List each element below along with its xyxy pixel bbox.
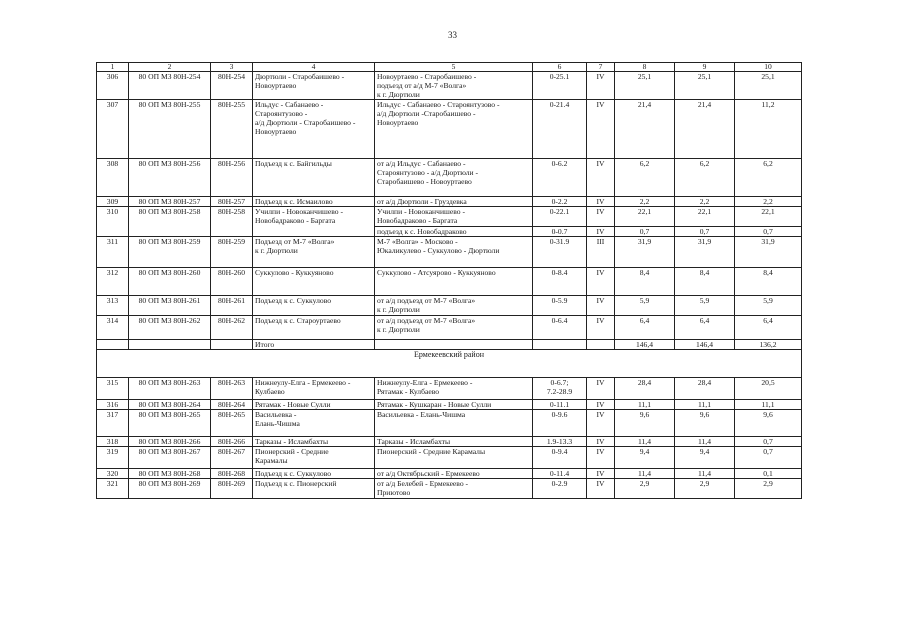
length-cell: 8,4: [615, 268, 675, 296]
table-row: [97, 316, 802, 340]
road-code-cell: 80 ОП МЗ 80Н-261: [129, 296, 211, 316]
length-cell: 11,1: [615, 400, 675, 410]
road-code-cell: 80 ОП МЗ 80Н-266: [129, 437, 211, 447]
category-cell: IV: [587, 469, 615, 479]
empty-cell: [587, 340, 615, 350]
km-range-cell: 0-9.4: [533, 447, 587, 469]
length-cell: 2,9: [735, 479, 802, 499]
category-cell: IV: [587, 378, 615, 400]
km-range-cell: 0-21.4: [533, 100, 587, 159]
length-cell: 0,1: [735, 469, 802, 479]
road-name-cell: Подъезд к с. Суккулово: [253, 296, 375, 316]
road-short-code-cell: 80Н-263: [211, 378, 253, 400]
category-cell: IV: [587, 72, 615, 100]
length-cell: 0,7: [735, 447, 802, 469]
header-cell: 1: [97, 63, 129, 72]
road-route-cell: от а/д подъезд от М-7 «Волга» к г. Дюртюли: [375, 296, 533, 316]
header-row: [97, 63, 802, 72]
road-code-cell: 80 ОП МЗ 80Н-262: [129, 316, 211, 340]
category-cell: IV: [587, 296, 615, 316]
km-range-cell: 0-0.7: [533, 227, 587, 237]
km-range-cell: 0-2.9: [533, 479, 587, 499]
length-cell: 25,1: [735, 72, 802, 100]
road-code-cell: 80 ОП МЗ 80Н-254: [129, 72, 211, 100]
length-cell: 25,1: [615, 72, 675, 100]
total-value-cell: 136,2: [735, 340, 802, 350]
empty-cell: [97, 340, 129, 350]
km-range-cell: 0-6.2: [533, 159, 587, 197]
road-route-cell: подъезд к с. Новобадраково: [375, 227, 533, 237]
road-code-cell: 80 ОП МЗ 80Н-269: [129, 479, 211, 499]
length-cell: 11,4: [615, 469, 675, 479]
row-number-cell: 317: [97, 410, 129, 437]
km-range-cell: 0-6.4: [533, 316, 587, 340]
table-row: [97, 410, 802, 437]
category-cell: III: [587, 237, 615, 268]
row-number-cell: 311: [97, 237, 129, 268]
length-cell: 8,4: [675, 268, 735, 296]
length-cell: 6,4: [735, 316, 802, 340]
header-cell: 6: [533, 63, 587, 72]
length-cell: 11,2: [735, 100, 802, 159]
road-short-code-cell: 80Н-266: [211, 437, 253, 447]
header-cell: 7: [587, 63, 615, 72]
km-range-cell: 0-11.4: [533, 469, 587, 479]
road-short-code-cell: 80Н-268: [211, 469, 253, 479]
length-cell: 28,4: [615, 378, 675, 400]
table-row: [97, 197, 802, 207]
length-cell: 2,2: [735, 197, 802, 207]
length-cell: 9,4: [615, 447, 675, 469]
road-route-cell: от а/д Октябрьский - Ермекеево: [375, 469, 533, 479]
length-cell: 0,7: [675, 227, 735, 237]
road-short-code-cell: 80Н-257: [211, 197, 253, 207]
road-name-cell: Рятамак - Новые Сулли: [253, 400, 375, 410]
length-cell: 2,2: [615, 197, 675, 207]
category-cell: IV: [587, 227, 615, 237]
category-cell: IV: [587, 207, 615, 227]
empty-cell: [533, 340, 587, 350]
row-number-cell: 309: [97, 197, 129, 207]
district-heading: Ермекеевский район: [97, 350, 802, 378]
district-row: [97, 350, 802, 378]
road-code-cell: 80 ОП МЗ 80Н-264: [129, 400, 211, 410]
length-cell: 31,9: [675, 237, 735, 268]
road-short-code-cell: 80Н-265: [211, 410, 253, 437]
length-cell: 6,2: [735, 159, 802, 197]
category-cell: IV: [587, 447, 615, 469]
road-route-cell: Новоуртаево - Старобаишево - подъезд от а/д М-7 «Волга» к г. Дюртюли: [375, 72, 533, 100]
length-cell: 28,4: [675, 378, 735, 400]
road-route-cell: Ильдус - Сабанаево - Староянтузово - а/д Дюртюли -Старобаишево - Новоуртаево: [375, 100, 533, 159]
road-short-code-cell: 80Н-261: [211, 296, 253, 316]
table-row: [97, 237, 802, 268]
road-name-cell: Васильевка - Елань-Чишма: [253, 410, 375, 437]
road-code-cell: 80 ОП МЗ 80Н-257: [129, 197, 211, 207]
km-range-cell: 0-25.1: [533, 72, 587, 100]
length-cell: 9,6: [615, 410, 675, 437]
length-cell: 2,9: [675, 479, 735, 499]
table-row: [97, 159, 802, 197]
row-number-cell: 313: [97, 296, 129, 316]
length-cell: 0,7: [735, 227, 802, 237]
category-cell: IV: [587, 268, 615, 296]
table-row: [97, 296, 802, 316]
road-short-code-cell: 80Н-259: [211, 237, 253, 268]
row-number-cell: 307: [97, 100, 129, 159]
total-row: [97, 340, 802, 350]
row-number-cell: 314: [97, 316, 129, 340]
length-cell: 2,9: [615, 479, 675, 499]
header-cell: 10: [735, 63, 802, 72]
road-name-cell: Суккулово - Куккуяново: [253, 268, 375, 296]
length-cell: 20,5: [735, 378, 802, 400]
length-cell: 6,2: [675, 159, 735, 197]
road-short-code-cell: 80Н-264: [211, 400, 253, 410]
table-body: [97, 63, 802, 499]
road-route-cell: от а/д Дюртюли - Груздевка: [375, 197, 533, 207]
length-cell: 31,9: [735, 237, 802, 268]
road-code-cell: 80 ОП МЗ 80Н-267: [129, 447, 211, 469]
row-number-cell: 312: [97, 268, 129, 296]
category-cell: IV: [587, 197, 615, 207]
row-number-cell: 316: [97, 400, 129, 410]
road-name-cell: Подъезд к с. Суккулово: [253, 469, 375, 479]
header-cell: 9: [675, 63, 735, 72]
road-code-cell: 80 ОП МЗ 80Н-255: [129, 100, 211, 159]
road-name-cell: Подъезд к с. Байгильды: [253, 159, 375, 197]
row-number-cell: 319: [97, 447, 129, 469]
road-name-cell: Пионерский - Средние Карамалы: [253, 447, 375, 469]
length-cell: 22,1: [675, 207, 735, 227]
length-cell: 9,6: [675, 410, 735, 437]
page-number: 33: [448, 30, 457, 40]
length-cell: 25,1: [675, 72, 735, 100]
road-name-cell: Тарказы - Исламбахты: [253, 437, 375, 447]
row-number-cell: 318: [97, 437, 129, 447]
road-route-cell: Рятамак - Кушкаран - Новые Сулли: [375, 400, 533, 410]
length-cell: 31,9: [615, 237, 675, 268]
table-row: [97, 100, 802, 159]
km-range-cell: 0-22.1: [533, 207, 587, 227]
road-short-code-cell: 80Н-255: [211, 100, 253, 159]
road-route-cell: Суккулово - Атсуярово - Куккуяново: [375, 268, 533, 296]
road-route-cell: Училпи - Новоканчишево - Новобадраково - Баргата: [375, 207, 533, 227]
km-range-cell: 0-2.2: [533, 197, 587, 207]
empty-cell: [129, 340, 211, 350]
table-row: [97, 479, 802, 499]
length-cell: 11,1: [675, 400, 735, 410]
length-cell: 0,7: [735, 437, 802, 447]
table-row: [97, 72, 802, 100]
road-route-cell: Нижнеулу-Елга - Ермекеево - Рятамак - Кулбаево: [375, 378, 533, 400]
road-short-code-cell: 80Н-256: [211, 159, 253, 197]
length-cell: 8,4: [735, 268, 802, 296]
road-name-cell: Подъезд к с. Пионерский: [253, 479, 375, 499]
road-route-cell: от а/д Ильдус - Сабанаево - Староянтузово - а/д Дюртюли - Старобаишево - Новоуртаево: [375, 159, 533, 197]
total-label-cell: Итого: [253, 340, 375, 350]
category-cell: IV: [587, 479, 615, 499]
road-short-code-cell: 80Н-267: [211, 447, 253, 469]
empty-cell: [375, 340, 533, 350]
row-number-cell: 321: [97, 479, 129, 499]
road-short-code-cell: 80Н-260: [211, 268, 253, 296]
row-number-cell: 308: [97, 159, 129, 197]
empty-cell: [211, 340, 253, 350]
length-cell: 6,2: [615, 159, 675, 197]
road-name-cell: Училпи - Новоканчишево - Новобадраково - Баргата: [253, 207, 375, 237]
road-route-cell: от а/д Белебей - Ермекеево - Приютово: [375, 479, 533, 499]
table-row: [97, 400, 802, 410]
row-number-cell: 306: [97, 72, 129, 100]
length-cell: 9,6: [735, 410, 802, 437]
road-code-cell: 80 ОП МЗ 80Н-258: [129, 207, 211, 237]
length-cell: 21,4: [675, 100, 735, 159]
road-name-cell: Подъезд от М-7 «Волга» к г. Дюртюли: [253, 237, 375, 268]
length-cell: 2,2: [675, 197, 735, 207]
header-cell: 3: [211, 63, 253, 72]
road-route-cell: М-7 «Волга» - Москово - Юкаликулево - Суккулово - Дюртюли: [375, 237, 533, 268]
table-row: [97, 378, 802, 400]
length-cell: 11,4: [615, 437, 675, 447]
length-cell: 5,9: [735, 296, 802, 316]
length-cell: 11,4: [675, 469, 735, 479]
road-short-code-cell: 80Н-262: [211, 316, 253, 340]
category-cell: IV: [587, 410, 615, 437]
road-name-cell: Ильдус - Сабанаево - Староянтузово - а/д Дюртюли - Старобаишево - Новоуртаево: [253, 100, 375, 159]
road-short-code-cell: 80Н-258: [211, 207, 253, 237]
road-short-code-cell: 80Н-269: [211, 479, 253, 499]
length-cell: 9,4: [675, 447, 735, 469]
km-range-cell: 0-8.4: [533, 268, 587, 296]
category-cell: IV: [587, 437, 615, 447]
length-cell: 11,4: [675, 437, 735, 447]
road-route-cell: Пионерский - Средние Карамалы: [375, 447, 533, 469]
header-cell: 4: [253, 63, 375, 72]
road-name-cell: Дюртюли - Старобаишево - Новоуртаево: [253, 72, 375, 100]
road-code-cell: 80 ОП МЗ 80Н-259: [129, 237, 211, 268]
road-name-cell: Подъезд к с. Исмаилово: [253, 197, 375, 207]
length-cell: 21,4: [615, 100, 675, 159]
road-code-cell: 80 ОП МЗ 80Н-265: [129, 410, 211, 437]
table-row: [97, 268, 802, 296]
total-value-cell: 146,4: [675, 340, 735, 350]
category-cell: IV: [587, 316, 615, 340]
length-cell: 11,1: [735, 400, 802, 410]
road-code-cell: 80 ОП МЗ 80Н-260: [129, 268, 211, 296]
length-cell: 22,1: [735, 207, 802, 227]
road-code-cell: 80 ОП МЗ 80Н-268: [129, 469, 211, 479]
length-cell: 0,7: [615, 227, 675, 237]
km-range-cell: 0-9.6: [533, 410, 587, 437]
road-route-cell: от а/д подъезд от М-7 «Волга» к г. Дюртюли: [375, 316, 533, 340]
table-row: [97, 447, 802, 469]
road-route-cell: Тарказы - Исламбахты: [375, 437, 533, 447]
road-short-code-cell: 80Н-254: [211, 72, 253, 100]
header-cell: 8: [615, 63, 675, 72]
header-cell: 5: [375, 63, 533, 72]
row-number-cell: 310: [97, 207, 129, 237]
road-code-cell: 80 ОП МЗ 80Н-256: [129, 159, 211, 197]
row-number-cell: 315: [97, 378, 129, 400]
table-row: [97, 437, 802, 447]
km-range-cell: 0-6.7; 7.2-28.9: [533, 378, 587, 400]
km-range-cell: 0-5.9: [533, 296, 587, 316]
table-row: [97, 207, 802, 227]
road-code-cell: 80 ОП МЗ 80Н-263: [129, 378, 211, 400]
header-cell: 2: [129, 63, 211, 72]
row-number-cell: 320: [97, 469, 129, 479]
length-cell: 5,9: [615, 296, 675, 316]
road-name-cell: Нижнеулу-Елга - Ермекеево - Кулбаево: [253, 378, 375, 400]
km-range-cell: 0-31.9: [533, 237, 587, 268]
category-cell: IV: [587, 159, 615, 197]
km-range-cell: 0-11.1: [533, 400, 587, 410]
road-route-cell: Васильевка - Елань-Чишма: [375, 410, 533, 437]
roads-table: [96, 62, 802, 499]
total-value-cell: 146,4: [615, 340, 675, 350]
length-cell: 6,4: [675, 316, 735, 340]
road-name-cell: Подъезд к с. Староуртаево: [253, 316, 375, 340]
length-cell: 22,1: [615, 207, 675, 227]
category-cell: IV: [587, 100, 615, 159]
table-row: [97, 469, 802, 479]
category-cell: IV: [587, 400, 615, 410]
length-cell: 5,9: [675, 296, 735, 316]
km-range-cell: 1.9-13.3: [533, 437, 587, 447]
length-cell: 6,4: [615, 316, 675, 340]
